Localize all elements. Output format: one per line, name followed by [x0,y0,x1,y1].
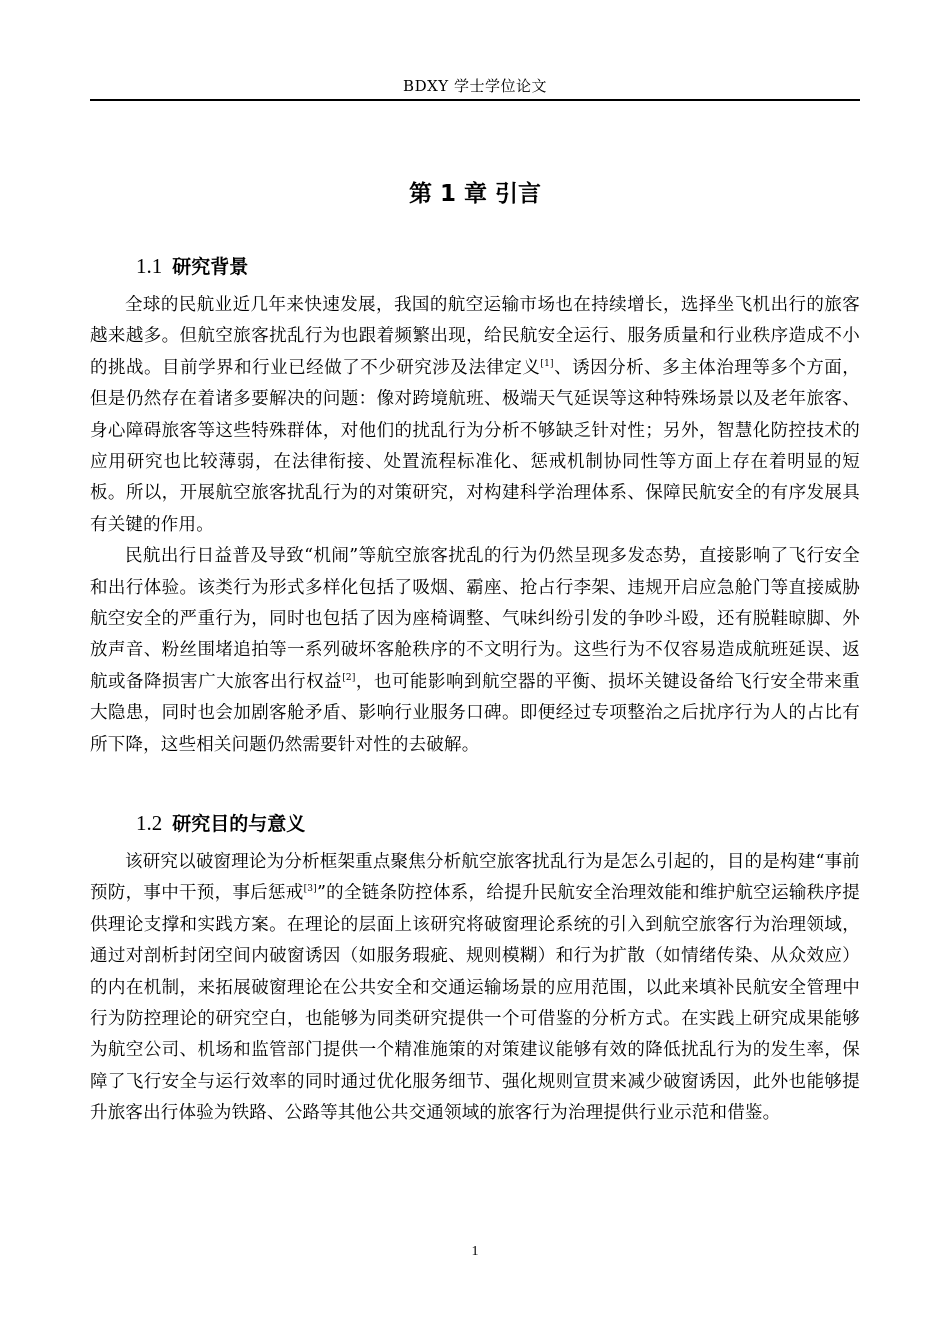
text-run: 、诱因分析、多主体治理等多个方面，但是仍然存在着诸多要解决的问题：像对跨境航班、极端天气延误等这种特殊场景以及老年旅客、身心障碍旅客等这些特殊群体，对他们的扰乱行为分析不够缺乏针对性；另外，智慧化防控技术的应用研究也比较薄弱，在法律衔接、处置流程标准化、惩戒机制协同性等方面上存在着明显的短板。所以，开展航空旅客扰乱行为的对策研究，对构建科学治理体系、保障民航安全的有序发展具有关键的作用。 [90,357,861,535]
citation-ref: [2] [342,672,356,683]
section-heading-1-1 [136,252,248,281]
section-title: 研究目的与意义 [172,813,306,835]
citation-ref: [1] [540,358,554,369]
text-run: ，也可能影响到航空器的平衡、损坏关键设备给飞行安全带来重大隐患，同时也会加剧客舱矛盾、影响行业服务口碑。即便经过专项整治之后扰序行为人的占比有所下降，这些相关问题仍然需要针对性的去破解。 [90,671,860,755]
section-body-1-1 [90,290,860,761]
section-number: 1.2 [136,811,163,835]
running-header: BDXY 学士学位论文 [403,77,547,95]
page-number: 1 [471,1244,479,1259]
section-title: 研究背景 [172,256,249,278]
citation-ref: [3] [303,884,317,895]
paragraph [90,541,860,761]
header-rule [90,99,860,101]
text-run: 民航出行日益普及导致“机闹”等航空旅客扰乱的行为仍然呈现多发态势，直接影响了飞行安全和出行体验。该类行为形式多样化包括了吸烟、霸座、抢占行李架、违规开启应急舱门等直接威胁航空安全的严重行为，同时也包括了因为座椅调整、气味纠纷引发的争吵斗殴，还有脱鞋晾脚、外放声音、粉丝围堵追拍等一系列破坏客舱秩序的不文明行为。这些行为不仅容易造成航班延误、返航或备降损害广大旅客出行权益 [90,546,860,692]
section-number: 1.1 [136,254,163,278]
paragraph [90,290,860,541]
paragraph [90,847,860,1130]
text-run: 该研究以破窗理论为分析框架重点聚焦分析航空旅客扰乱行为是怎么引起的，目的是构建“事前预防，事中干预，事后惩戒 [90,852,860,904]
text-run: ”的全链条防控体系，给提升民航安全治理效能和维护航空运输秩序提供理论支撑和实践方案。在理论的层面上该研究将破窗理论系统的引入到航空旅客行为治理领域，通过对剖析封闭空间内破窗诱因（如服务瑕疵、规则模糊）和行为扩散（如情绪传染、从众效应）的内在机制，来拓展破窗理论在公共安全和交通运输场景的应用范围，以此来填补民航安全管理中行为防控理论的研究空白，也能够为同类研究提供一个可借鉴的分析方式。在实践上研究成果能够为航空公司、机场和监管部门提供一个精准施策的对策建议能够有效的降低扰乱行为的发生率，保障了飞行安全与运行效率的同时通过优化服务细节、强化规则宣贯来减少破窗诱因，此外也能够提升旅客出行体验为铁路、公路等其他公共交通领域的旅客行为治理提供行业示范和借鉴。 [90,883,860,1124]
section-heading-1-2 [136,809,305,838]
chapter-title: 第 1 章 引言 [408,181,542,207]
section-body-1-2 [90,847,860,1130]
text-run: 全球的民航业近几年来快速发展，我国的航空运输市场也在持续增长，选择坐飞机出行的旅客越来越多。但航空旅客扰乱行为也跟着频繁出现，给民航安全运行、服务质量和行业秩序造成不小的挑战。目前学界和行业已经做了不少研究涉及法律定义 [90,295,860,378]
